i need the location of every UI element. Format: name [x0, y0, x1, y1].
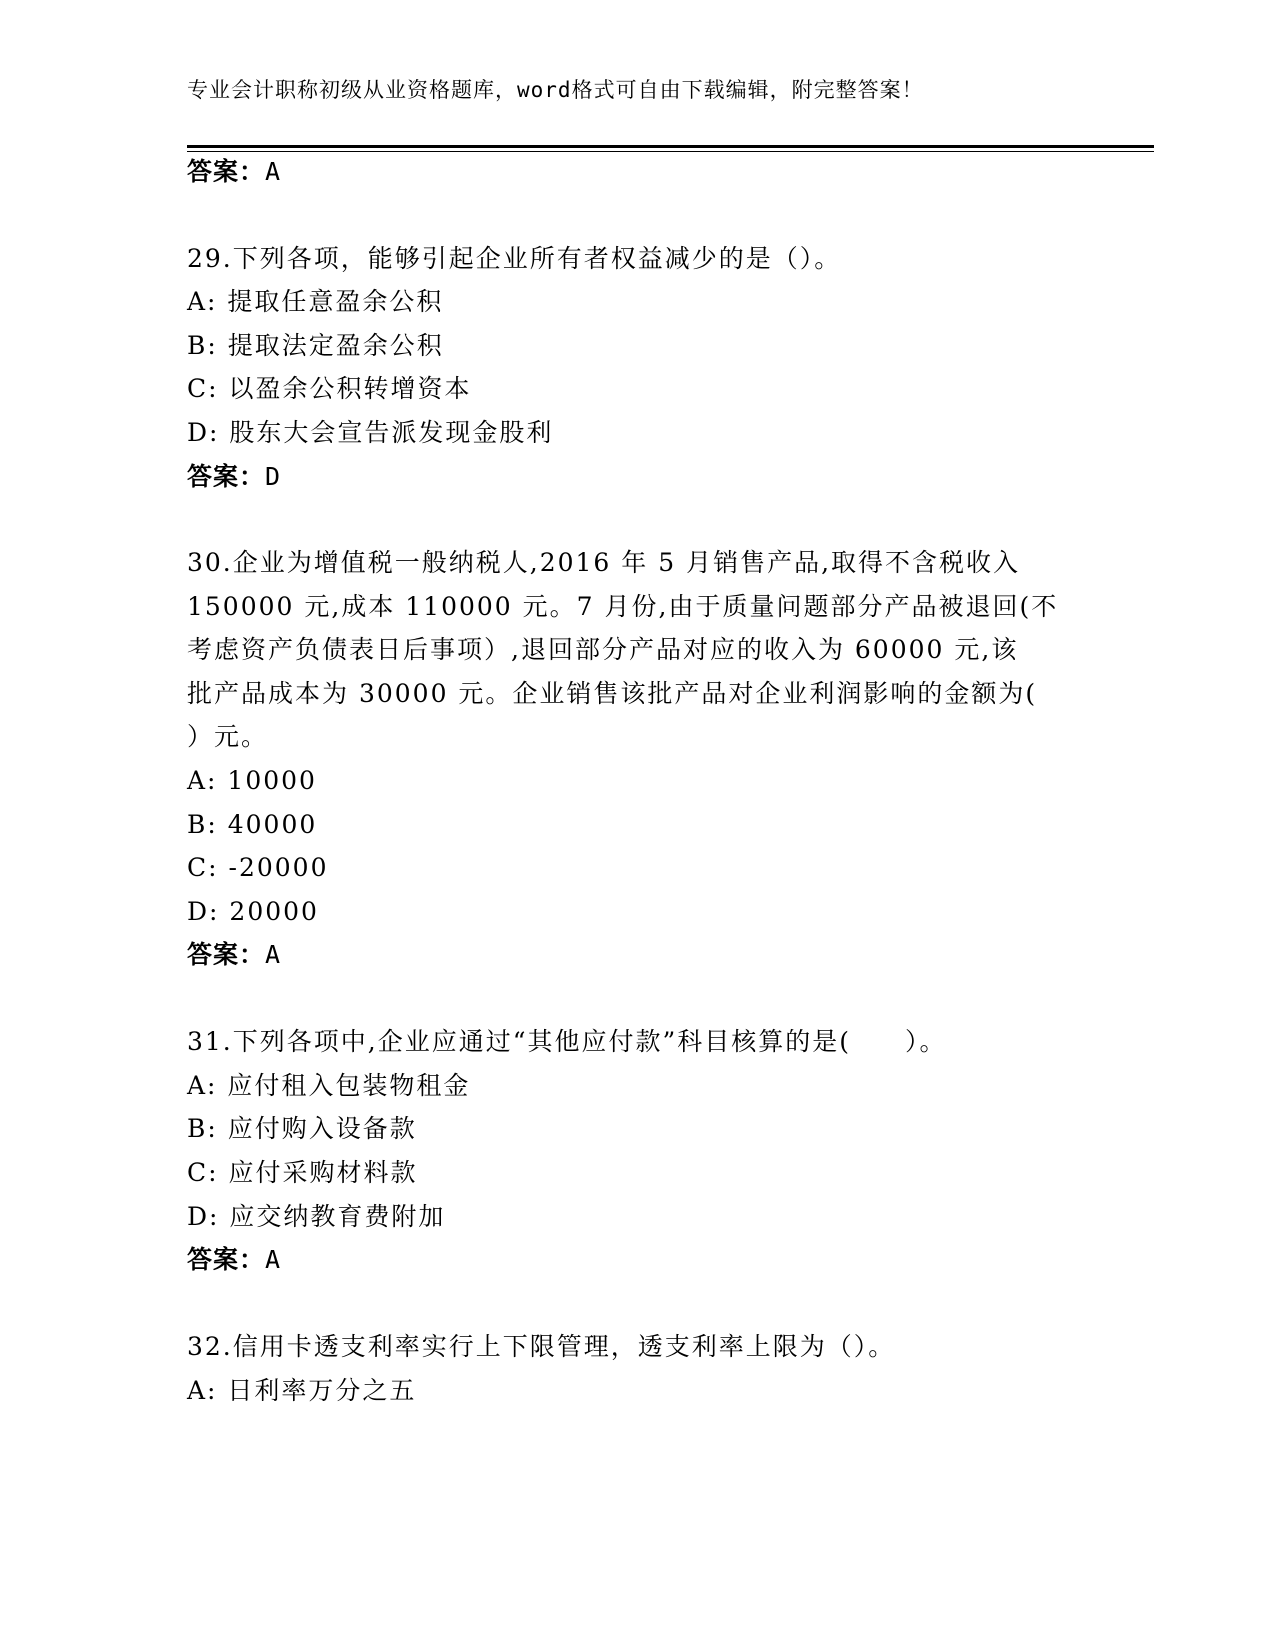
option-item: B: 40000 [187, 810, 318, 839]
option-item: A: 提取任意盈余公积 [187, 287, 444, 316]
answer-value: A [265, 157, 282, 186]
option-item: B: 提取法定盈余公积 [187, 331, 444, 360]
option-item: C: -20000 [187, 853, 329, 882]
question-stem: 32.信用卡透支利率实行上下限管理，透支利率上限为（）。 [187, 1332, 896, 1361]
question-stem: ）元。 [187, 722, 269, 751]
answer-line [187, 157, 281, 187]
question-stem: 30.企业为增值税一般纳税人,2016 年 5 月销售产品,取得不含税收入 [187, 548, 1021, 577]
option-item: A: 10000 [187, 766, 317, 795]
page-header: 专业会计职称初级从业资格题库，word格式可自由下载编辑，附完整答案！ [187, 78, 924, 102]
question-stem: 29.下列各项，能够引起企业所有者权益减少的是（）。 [187, 244, 842, 273]
option-item: A: 应付租入包装物租金 [187, 1071, 471, 1100]
option-item: D: 应交纳教育费附加 [187, 1202, 446, 1231]
question-stem: 31.下列各项中,企业应通过“其他应付款”科目核算的是( ）。 [187, 1027, 947, 1056]
answer-label: 答案： [187, 1245, 266, 1274]
option-item: B: 应付购入设备款 [187, 1114, 417, 1143]
question-stem: 150000 元,成本 110000 元。7 月份,由于质量问题部分产品被退回(不 [187, 592, 1059, 621]
option-item: D: 20000 [187, 897, 319, 926]
answer-label: 答案： [187, 157, 266, 186]
option-item: A: 日利率万分之五 [187, 1376, 417, 1405]
option-item: C: 以盈余公积转增资本 [187, 374, 472, 403]
header-rule-thin [187, 151, 1154, 152]
option-item: C: 应付采购材料款 [187, 1158, 418, 1187]
answer-line [187, 940, 281, 970]
answer-line [187, 1245, 281, 1275]
answer-value: A [265, 1245, 282, 1274]
question-stem: 考虑资产负债表日后事项）,退回部分产品对应的收入为 60000 元,该 [187, 635, 1019, 664]
header-rule [187, 145, 1154, 148]
answer-line [187, 462, 281, 492]
option-item: D: 股东大会宣告派发现金股利 [187, 418, 554, 447]
answer-value: D [265, 462, 282, 491]
answer-value: A [265, 940, 282, 969]
answer-label: 答案： [187, 940, 266, 969]
answer-label: 答案： [187, 462, 266, 491]
question-stem: 批产品成本为 30000 元。企业销售该批产品对企业利润影响的金额为( [187, 679, 1038, 708]
